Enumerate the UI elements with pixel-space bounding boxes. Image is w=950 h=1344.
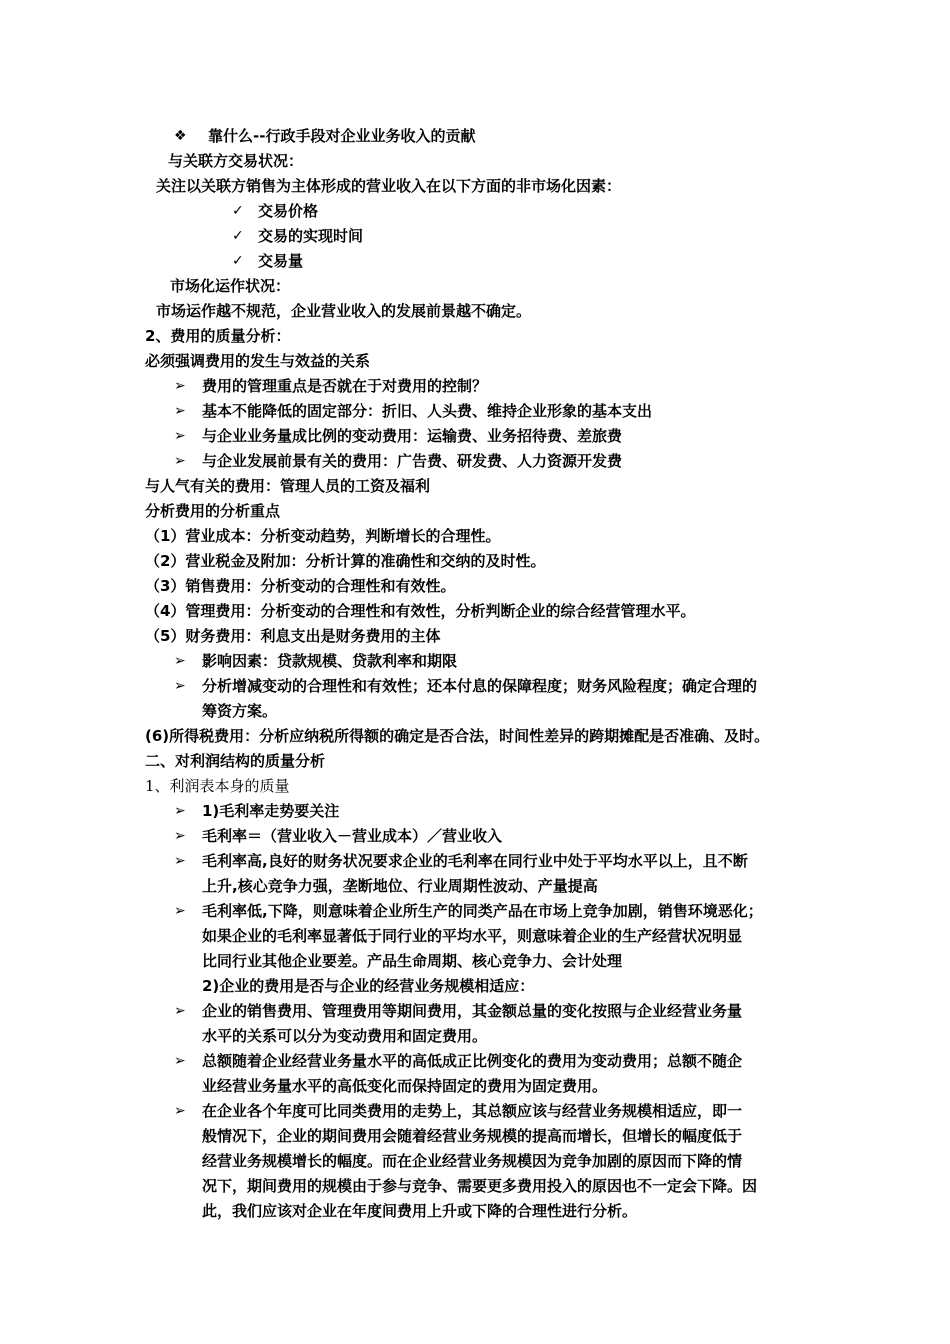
bullet-icon: ➢ [174,428,186,444]
bullet-icon: ➢ [174,403,186,419]
text-line: （2）营业税金及附加：分析计算的准确性和交纳的及时性。 [145,552,546,570]
text-line: 企业的销售费用、管理费用等期间费用，其金额总量的变化按照与企业经营业务量 [202,1002,743,1020]
text-line: 毛利率高,良好的财务状况要求企业的毛利率在同行业中处于平均水平以上，且不断 [202,852,748,870]
text-line: 经营业务规模增长的幅度。而在企业经营业务规模因为竞争加剧的原因而下降的情 [202,1152,743,1170]
text-line: 市场化运作状况： [170,277,291,295]
text-line: 在企业各个年度可比同类费用的走势上，其总额应该与经营业务规模相适应，即一 [202,1102,743,1120]
text-line: 交易量 [258,252,304,270]
text-line: (6)所得税费用：分析应纳税所得额的确定是否合法，时间性差异的跨期摊配是否准确、及时。 [145,727,770,745]
bullet-icon: ➢ [174,378,186,394]
text-line: 如果企业的毛利率显著低于同行业的平均水平，则意味着企业的生产经营状况明显 [202,927,743,945]
text-line: 与企业发展前景有关的费用：广告费、研发费、人力资源开发费 [202,452,623,470]
text-line: 影响因素：贷款规模、贷款利率和期限 [202,652,458,670]
text-line: 费用的管理重点是否就在于对费用的控制？ [202,377,488,395]
bullet-icon: ✓ [232,228,244,244]
text-line: 与关联方交易状况： [168,152,304,170]
text-line: 交易的实现时间 [258,227,364,245]
text-line: 筹资方案。 [202,702,278,720]
text-line: 况下，期间费用的规模由于参与竞争、需要更多费用投入的原因也不一定会下降。因 [202,1177,758,1195]
text-line: 水平的关系可以分为变动费用和固定费用。 [202,1027,488,1045]
text-line: （3）销售费用：分析变动的合理性和有效性。 [145,577,456,595]
bullet-icon: ➢ [174,1053,186,1069]
text-line: 二、对利润结构的质量分析 [145,752,326,770]
bullet-icon: ✓ [232,203,244,219]
text-line: 比同行业其他企业要差。产品生命周期、核心竞争力、会计处理 [202,952,623,970]
bullet-icon: ➢ [174,1003,186,1019]
bullet-icon: ➢ [174,803,186,819]
text-line: 2)企业的费用是否与企业的经营业务规模相适应： [202,977,535,995]
bullet-icon: ✓ [232,253,244,269]
text-line: 般情况下，企业的期间费用会随着经营业务规模的提高而增长，但增长的幅度低于 [202,1127,743,1145]
text-line: 必须强调费用的发生与效益的关系 [145,352,371,370]
bullet-icon: ➢ [174,453,186,469]
bullet-icon: ➢ [174,653,186,669]
bullet-icon: ➢ [174,853,186,869]
text-line: 市场运作越不规范，企业营业收入的发展前景越不确定。 [156,302,532,320]
text-line: 上升,核心竞争力强，垄断地位、行业周期性波动、产量提高 [202,877,598,895]
text-line: 交易价格 [258,202,319,220]
text-line: 靠什么--行政手段对企业业务收入的贡献 [208,127,476,145]
text-line: 业经营业务量水平的高低变化而保持固定的费用为固定费用。 [202,1077,608,1095]
text-line: 与企业业务量成比例的变动费用：运输费、业务招待费、差旅费 [202,427,623,445]
text-line: （1）营业成本：分析变动趋势，判断增长的合理性。 [145,527,501,545]
text-line: 此，我们应该对企业在年度间费用上升或下降的合理性进行分析。 [202,1202,638,1220]
text-line: （5）财务费用：利息支出是财务费用的主体 [145,627,441,645]
text-line: 总额随着企业经营业务量水平的高低成正比例变化的费用为变动费用；总额不随企 [202,1052,743,1070]
text-line: 分析增减变动的合理性和有效性；还本付息的保障程度；财务风险程度；确定合理的 [202,677,758,695]
text-line: 毛利率＝（营业收入－营业成本）／营业收入 [202,827,503,845]
bullet-icon: ➢ [174,828,186,844]
text-line: 基本不能降低的固定部分：折旧、人头费、维持企业形象的基本支出 [202,402,653,420]
text-line: 2、费用的质量分析： [145,327,291,345]
bullet-icon: ➢ [174,1103,186,1119]
text-line: 关注以关联方销售为主体形成的营业收入在以下方面的非市场化因素： [156,177,622,195]
bullet-icon: ❖ [174,128,187,144]
text-line: 1)毛利率走势要关注 [202,802,340,820]
text-line: 与人气有关的费用：管理人员的工资及福利 [145,477,431,495]
text-line: 分析费用的分析重点 [145,502,281,520]
text-line: 毛利率低,下降，则意味着企业所生产的同类产品在市场上竞争加剧，销售环境恶化； [202,902,763,920]
bullet-icon: ➢ [174,678,186,694]
text-line: （4）管理费用：分析变动的合理性和有效性，分析判断企业的综合经营管理水平。 [145,602,696,620]
bullet-icon: ➢ [174,903,186,919]
text-line: 1、利润表本身的质量 [145,777,290,795]
